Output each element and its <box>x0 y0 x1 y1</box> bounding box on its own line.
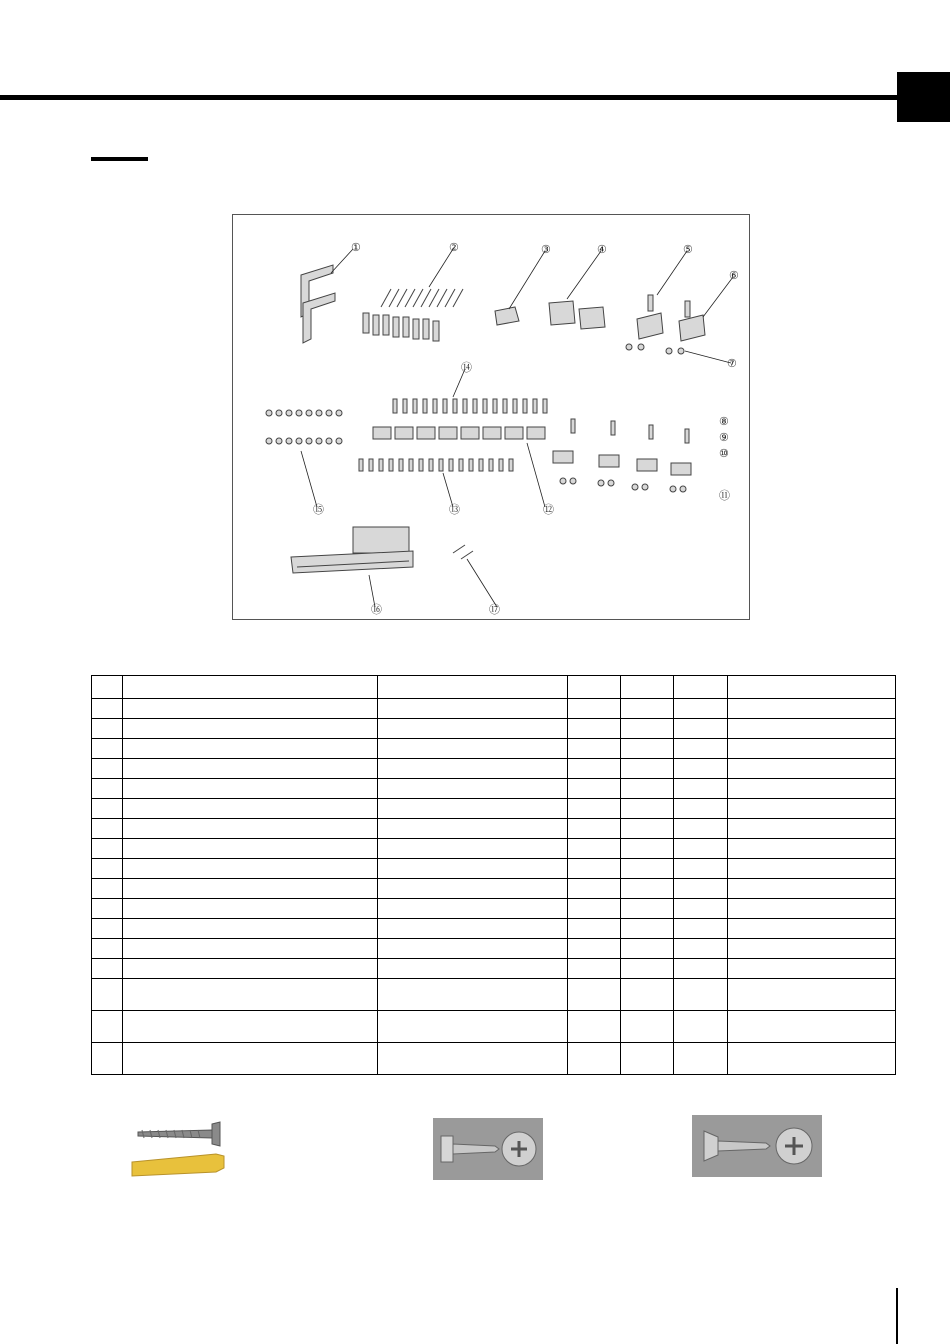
callout-15: ⑮ <box>313 504 324 516</box>
table-row <box>92 899 896 919</box>
header-cell <box>621 676 674 699</box>
callout-12: ⑫ <box>543 504 554 516</box>
callout-8: ⑧ <box>719 416 729 428</box>
callout-11: ⑪ <box>719 490 730 502</box>
callout-17: ⑰ <box>489 604 500 616</box>
table-row <box>92 919 896 939</box>
part-screw-row-14 <box>393 399 547 413</box>
callout-6: ⑥ <box>729 270 739 282</box>
part-covers <box>549 301 605 329</box>
header-cell <box>674 676 728 699</box>
header-cell <box>123 676 378 699</box>
table-row <box>92 699 896 719</box>
table-row <box>92 779 896 799</box>
part-assemblies-8-11 <box>553 419 691 492</box>
part-screw-grid-15 <box>266 410 342 444</box>
header-rule <box>0 95 897 100</box>
page-edge-rule <box>896 1288 898 1344</box>
section-heading-mark <box>91 157 148 161</box>
table-row <box>92 1043 896 1075</box>
table-row <box>92 1011 896 1043</box>
table-row <box>92 959 896 979</box>
part-clip <box>495 307 519 325</box>
table-row <box>92 719 896 739</box>
part-angle-plates <box>637 295 705 341</box>
header-cell <box>92 676 123 699</box>
callout-1: ① <box>351 242 361 254</box>
part-small-screws-7 <box>626 344 684 354</box>
callout-9: ⑨ <box>719 432 729 444</box>
callout-10: ⑩ <box>719 448 729 460</box>
callout-13: ⑬ <box>449 504 460 516</box>
header-cell <box>728 676 896 699</box>
part-bracket-l <box>301 265 335 343</box>
callout-14: ⑭ <box>461 362 472 374</box>
table-row <box>92 939 896 959</box>
table-row <box>92 979 896 1011</box>
chapter-tab <box>897 72 950 122</box>
table-row <box>92 799 896 819</box>
callout-16: ⑯ <box>371 604 382 616</box>
part-screw-row-13 <box>359 459 513 471</box>
part-plates-12 <box>373 427 545 439</box>
callout-5: ⑤ <box>683 244 693 256</box>
part-long-screws <box>363 289 463 341</box>
callout-3: ③ <box>541 244 551 256</box>
parts-illustration <box>233 215 751 621</box>
part-long-bracket-16 <box>291 527 413 573</box>
wall-anchor-screw-icon <box>128 1118 228 1186</box>
part-pins-17 <box>453 545 473 559</box>
table-row <box>92 879 896 899</box>
countersunk-screw-icon <box>692 1115 822 1177</box>
table-row <box>92 759 896 779</box>
table-row <box>92 859 896 879</box>
callout-4: ④ <box>597 244 607 256</box>
parts-diagram <box>232 214 750 620</box>
header-cell <box>568 676 621 699</box>
parts-list-table <box>91 675 896 1075</box>
callout-7: ⑦ <box>727 358 737 370</box>
callout-2: ② <box>449 242 459 254</box>
header-cell <box>378 676 568 699</box>
table-row <box>92 819 896 839</box>
table-row <box>92 839 896 859</box>
pan-head-screw-icon <box>433 1118 543 1180</box>
table-header-row <box>92 676 896 699</box>
table-row <box>92 739 896 759</box>
